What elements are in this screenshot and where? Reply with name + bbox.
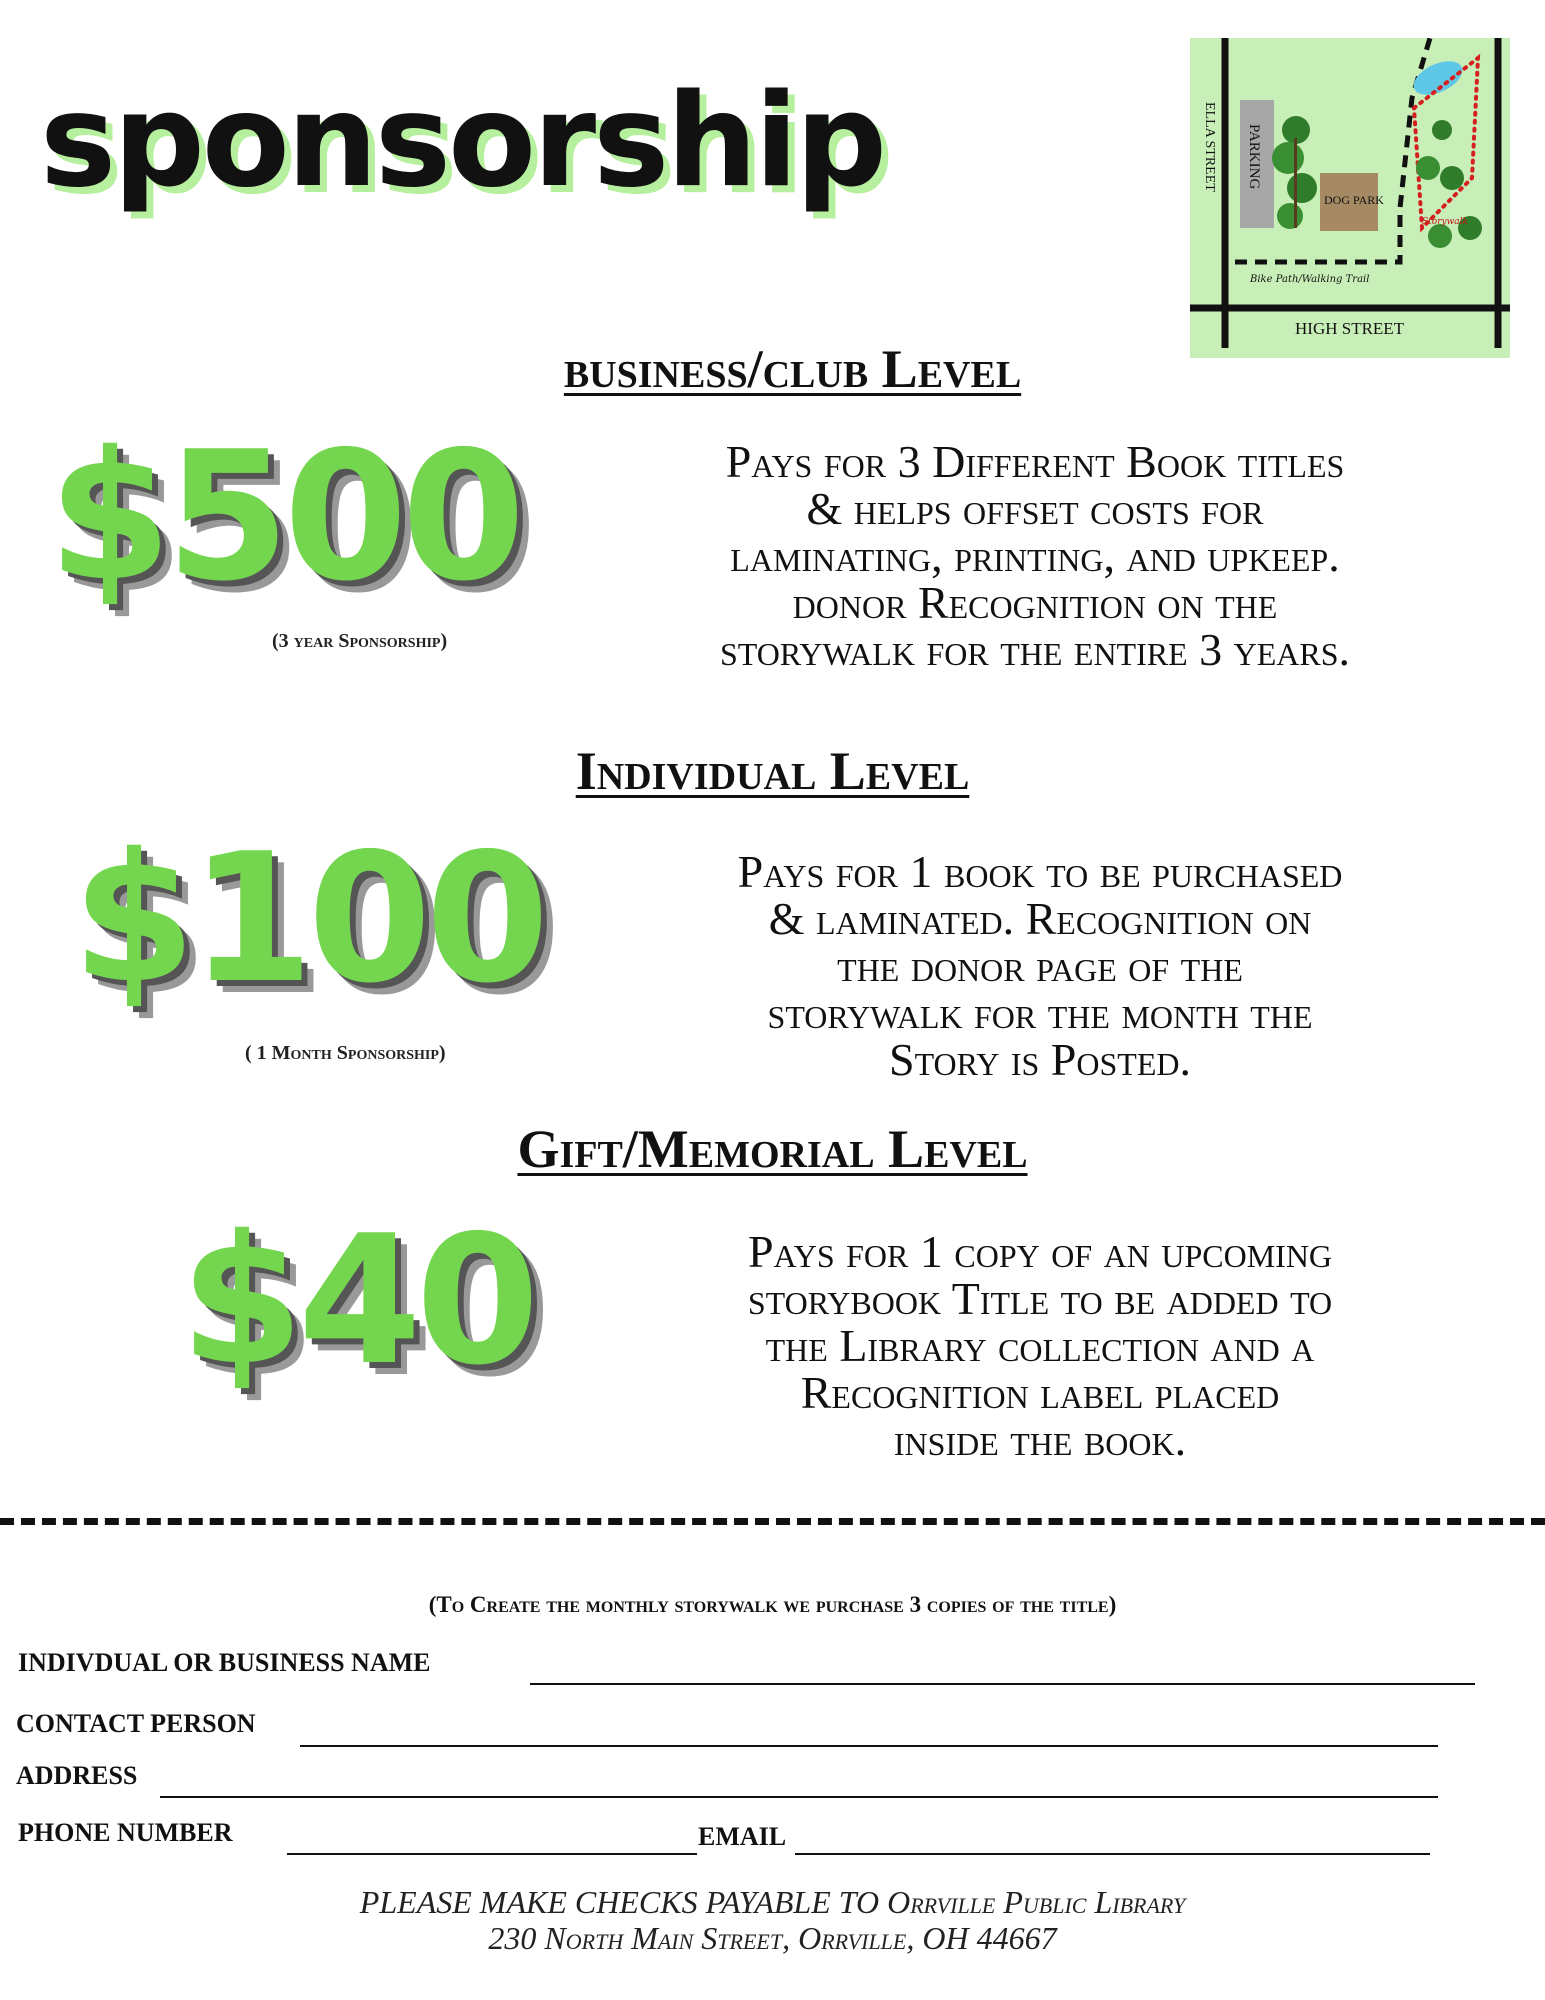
phone-label: PHONE NUMBER [18, 1818, 233, 1847]
page-title: sponsorship [40, 67, 884, 216]
description-individual [600, 848, 1480, 1083]
purchase-note: (To Create the monthly storywalk we purchase 3 copies of the title) [428, 1592, 1117, 1617]
description-line: storywalk for the entire 3 years. [719, 624, 1351, 675]
footer-payable: PLEASE MAKE CHECKS PAYABLE TO Orrville Public Library [359, 1884, 1186, 1920]
price-business: $500 [48, 413, 520, 620]
description-line: & helps offset costs for [806, 483, 1264, 534]
dog-park-label: DOG PARK [1324, 193, 1384, 207]
description-line: Pays for 1 copy of an upcoming [747, 1226, 1333, 1277]
price-individual: $100 [72, 815, 544, 1022]
description-line: Story is Posted. [889, 1034, 1191, 1085]
description-line: inside the book. [893, 1414, 1187, 1465]
description-business [595, 438, 1475, 673]
high-street-label: HIGH STREET [1295, 319, 1405, 338]
cut-line-separator [0, 1518, 1545, 1525]
description-line: storywalk for the month the [767, 987, 1313, 1038]
contact-label: CONTACT PERSON [16, 1709, 256, 1738]
level-heading-gift: Gift/Memorial Level [517, 1119, 1028, 1179]
footer-address: 230 North Main Street, Orrville, OH 44667 [488, 1920, 1057, 1956]
phone-field[interactable] [287, 1853, 697, 1855]
description-line: donor Recognition on the [792, 577, 1278, 628]
trail-label: Bike Path/Walking Trail [1250, 274, 1370, 285]
description-line: laminating, printing, and upkeep. [730, 530, 1340, 581]
address-label: ADDRESS [16, 1761, 138, 1790]
description-line: storybook Title to be added to [747, 1273, 1333, 1324]
parking-label: PARKING [1246, 124, 1262, 190]
description-line: & laminated. Recognition on [768, 893, 1312, 944]
email-field[interactable] [795, 1853, 1430, 1855]
description-line: Pays for 3 Different Book titles [725, 436, 1345, 487]
map-drawing [1190, 38, 1510, 358]
description-line: Pays for 1 book to be purchased [737, 846, 1343, 897]
description-line: Recognition label placed [800, 1367, 1280, 1418]
storywalk-label: Storywalk [1422, 217, 1468, 227]
name-label: INDIVDUAL OR BUSINESS NAME [18, 1648, 431, 1677]
price-note-individual: ( 1 Month Sponsorship) [245, 1042, 446, 1064]
description-gift [600, 1228, 1480, 1463]
contact-field[interactable] [300, 1745, 1438, 1747]
level-heading-individual: Individual Level [575, 741, 970, 801]
name-field[interactable] [530, 1683, 1475, 1685]
ella-street-label: ELLA STREET [1202, 102, 1217, 192]
price-gift: $40 [180, 1197, 534, 1404]
address-field[interactable] [160, 1796, 1438, 1798]
storywalk-map [1190, 38, 1510, 358]
level-heading-business: business/club Level [563, 339, 1022, 399]
price-note-business: (3 year Sponsorship) [272, 630, 448, 652]
description-line: the donor page of the [837, 940, 1243, 991]
description-line: the Library collection and a [765, 1320, 1315, 1371]
email-label: EMAIL [698, 1822, 787, 1851]
